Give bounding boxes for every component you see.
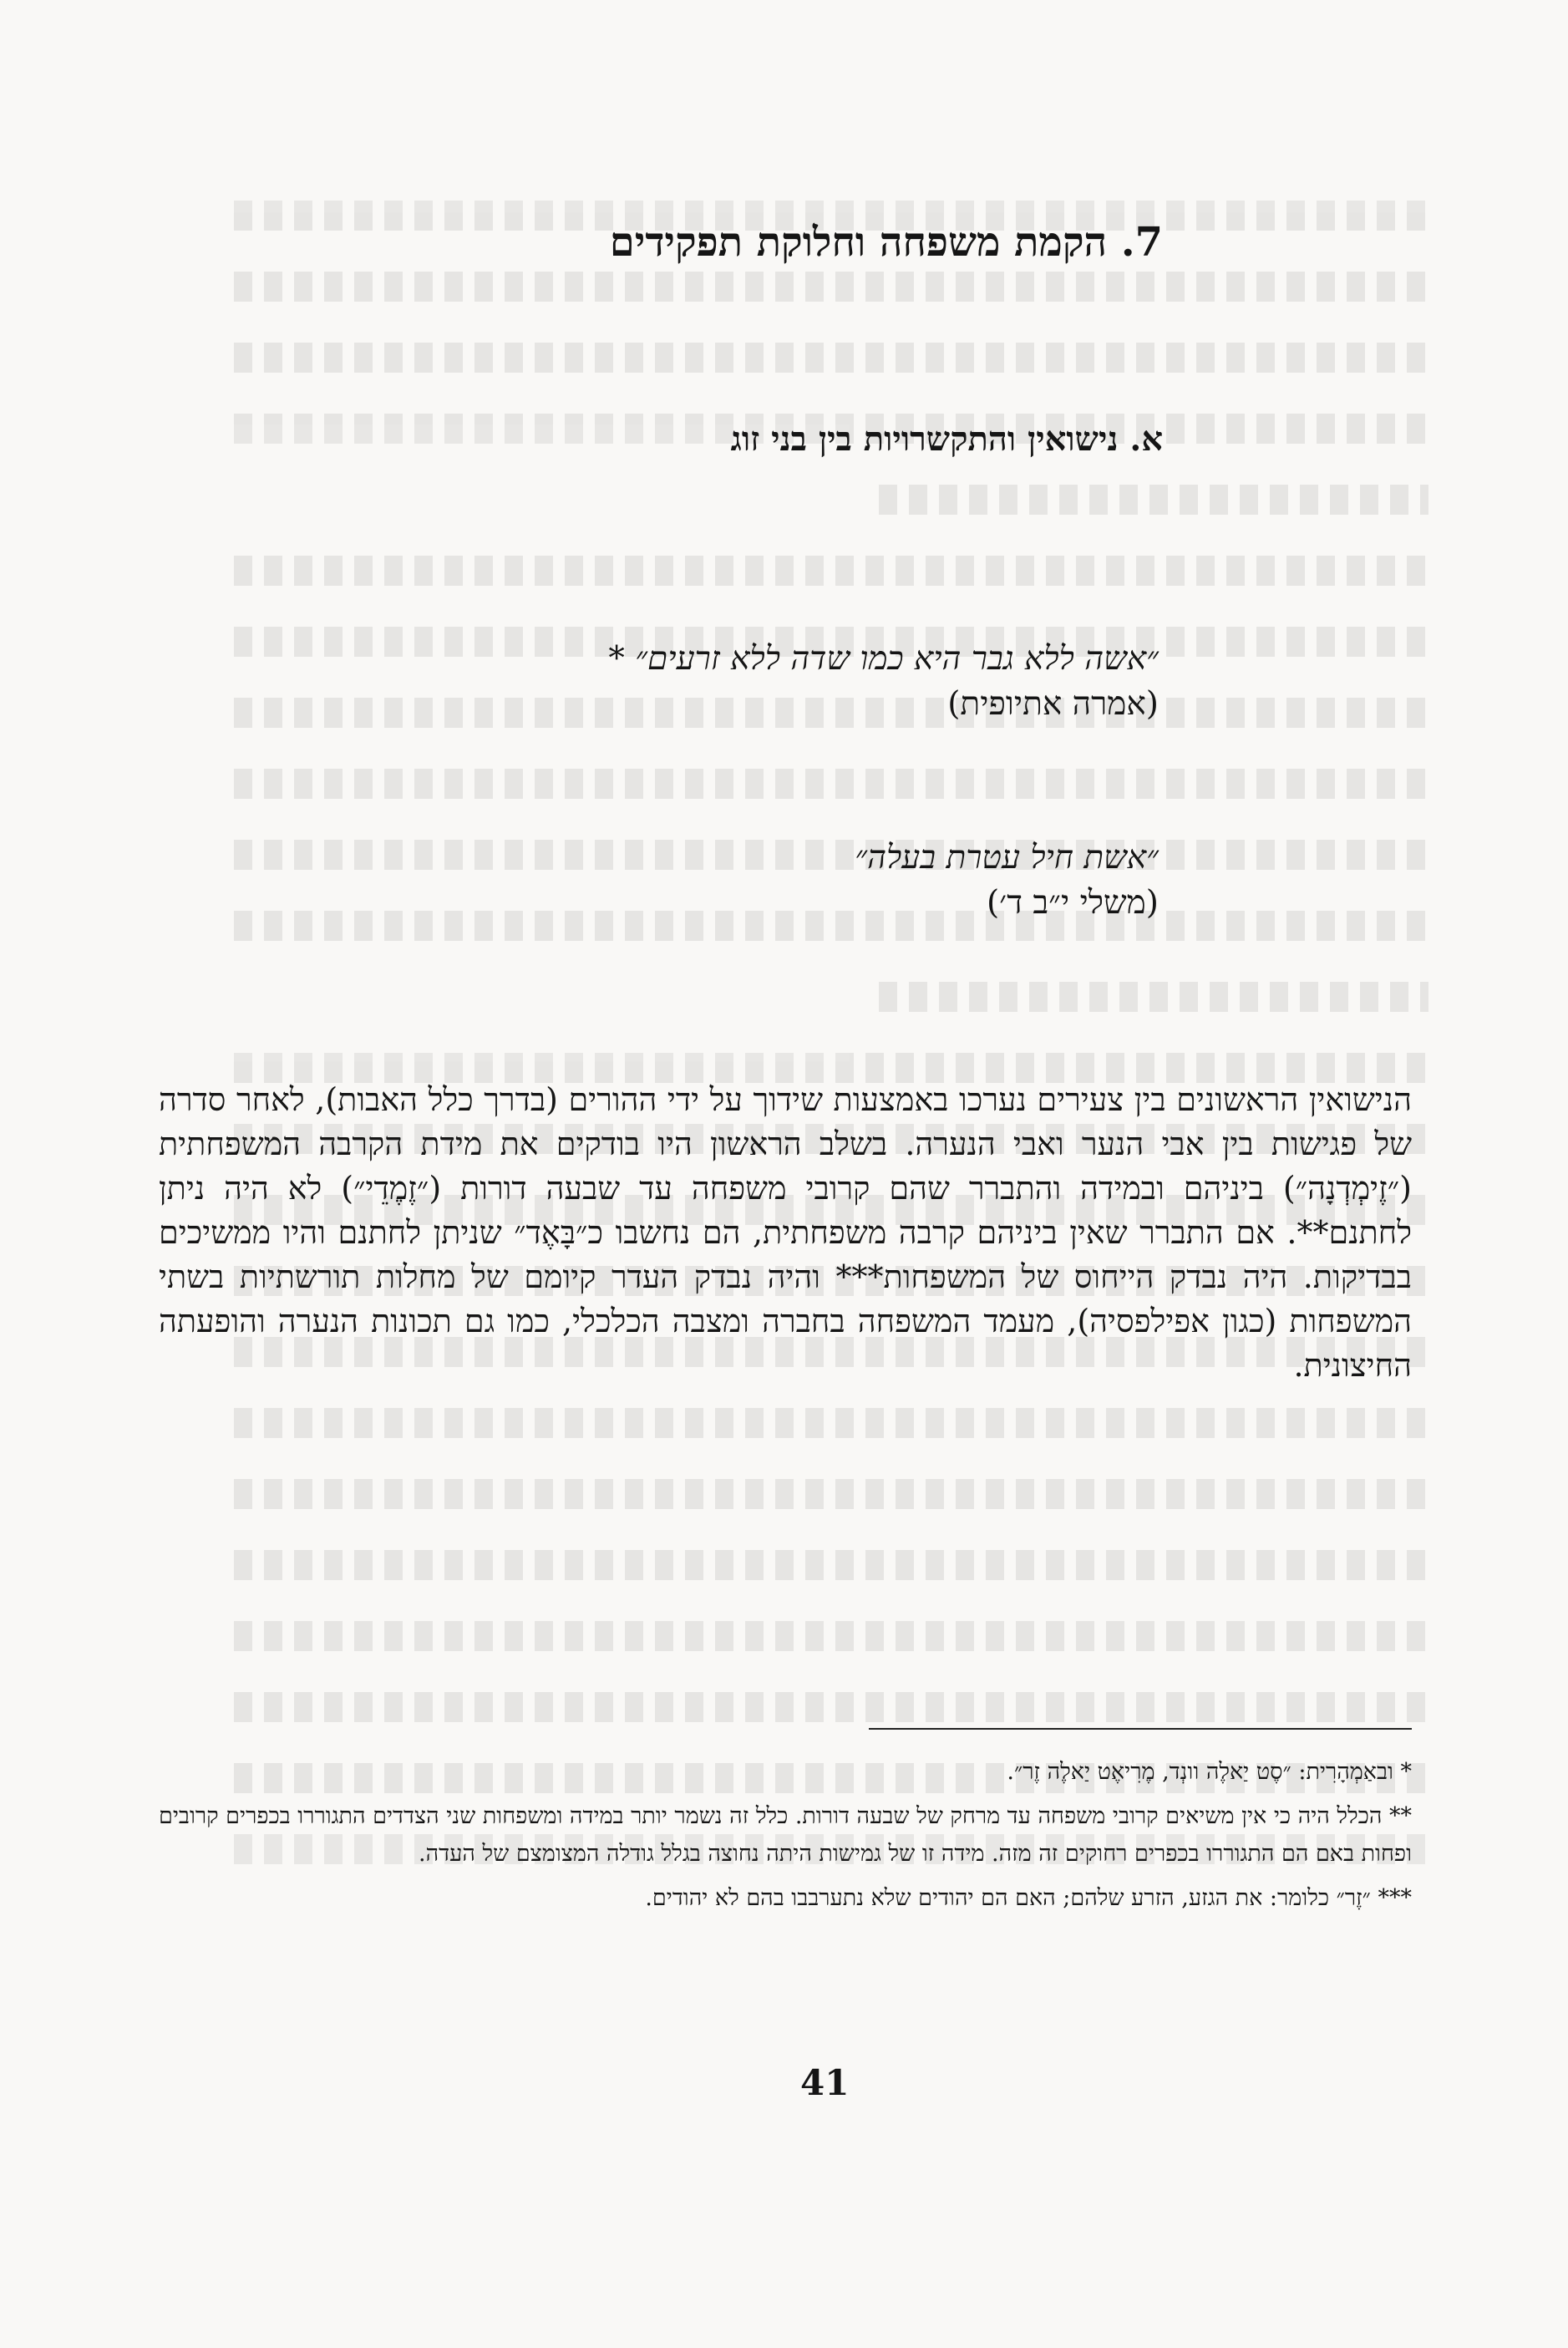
chapter-title: 7. הקמת משפחה וחלוקת תפקידים [609,219,1163,266]
epigraph-1 [608,637,1159,727]
footnote-divider [869,1728,1412,1730]
footnote-3: *** ״זֶר״ כלומר: את הגזע, הזרע שלהם; האם הם יהודים שלא נתערבבו בהם לא יהודים. [645,1885,1412,1911]
page-number: 41 [800,2062,850,2103]
footnote-1: * ובאַמְהָרִית: ״סֶט יַאלֶה וונְד, מֶרִיאֶט יַאלֶה זֶר״. [1007,1759,1412,1785]
epigraph-1-text: ״אשה ללא גבר היא כמו שדה ללא זרעים״ * [608,640,1159,678]
body-text [159,1078,1412,1388]
epigraph-2-text: ״אשת חיל עטרת בעלה״ [855,839,1159,877]
section-title: א. נישואין והתקשרויות בין בני זוג [730,419,1163,459]
bleed-through-background [234,201,1428,1939]
epigraph-2 [855,836,1159,926]
epigraph-2-source: (משלי י״ב ד׳) [986,884,1159,922]
epigraph-1-source: (אמרה אתיופית) [947,685,1159,723]
footnote-2: ** הכלל היה כי אין משיאים קרובי משפחה עד מרחק של שבעה דורות. כלל זה נשמר יותר במידה ומשפחות שני הצדדים התגוררו בכפרים קרובים ופחות באם הם התגוררו בכפרים רחוקים זה מזה. מידה זו של גמישות היתה נחוצה בגלל גודלה המצומצם של העדה. [159,1803,1412,1867]
footnotes [159,1753,1412,1924]
body-paragraph: הנישואין הראשונים בין צעירים נערכו באמצעות שידוך על ידי ההורים (בדרך כלל האבות), לאחר סדרה של פגישות בין אבי הנער ואבי הנערה. בשלב הראשון היו בודקים את מידת הקרבה המשפחתית (״זֶימְדְנָה״) ביניהם ובמידה והתברר שהם קרובי משפחה עד שבעה דורות (״זֶמֶדֵי״) לא היה ניתן לחתנם**. אם התברר שאין ביניהם קרבה משפחתית, הם נחשבו כ״בָּאֶד״ שניתן לחתנם והיו ממשיכים בבדיקות. היה נבדק הייחוס של המשפחות*** והיה נבדק העדר קיומם של מחלות תורשתיות בשתי המשפחות (כגון אפילפסיה), מעמד המשפחה בחברה ומצבה הכלכלי, כמו גם תכונות הנערה והופעתה החיצונית. [159,1081,1412,1384]
